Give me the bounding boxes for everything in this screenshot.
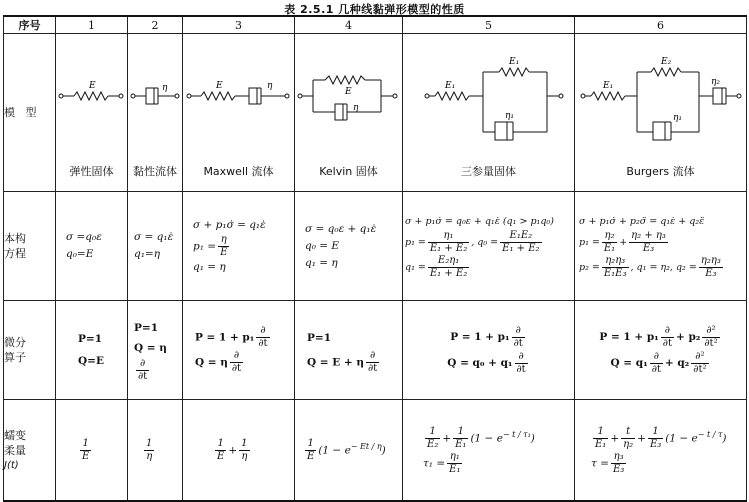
equation-line: q₁ = η — [193, 260, 226, 273]
fraction — [453, 426, 468, 451]
fraction — [512, 325, 525, 350]
equation-cell-1 — [56, 192, 128, 301]
spring-icon — [74, 92, 108, 100]
dashpot-icon-2 — [653, 122, 665, 140]
eq-lhs: Q = η — [134, 341, 167, 354]
frac-num: ∂² — [691, 351, 708, 364]
table-caption: 表 2.5.1 几种线黏弹形模型的性质 — [284, 3, 465, 16]
plus-sign: + — [228, 444, 238, 456]
eq-close: ) — [530, 432, 535, 445]
spring-label-2: E₂ — [661, 57, 672, 67]
exponent: − Et / η — [350, 441, 382, 451]
fraction — [230, 350, 243, 375]
eq-lhs: q₁ = — [405, 261, 426, 273]
fraction — [305, 438, 316, 463]
equation-line — [423, 451, 574, 476]
operator-P — [575, 324, 746, 350]
row-label-operator-1: 微分 — [4, 336, 26, 349]
equation-line — [423, 424, 574, 451]
model-name-4: Kelvin 固体 — [319, 165, 378, 178]
creep-cell-4 — [295, 400, 403, 502]
operator-P: P=1 — [134, 321, 158, 334]
equation-line: σ + p₁σ̇ = q₁ε̇ — [193, 218, 266, 231]
exponent: − t / τ₁ — [502, 430, 531, 439]
equation-line — [405, 230, 574, 255]
row-label-creep-2: 柔量 — [4, 443, 26, 457]
equation-line: q₁ = η — [305, 256, 338, 269]
equation-cell-6 — [575, 192, 747, 301]
operator-P — [195, 325, 294, 350]
frac-den: E — [217, 450, 225, 462]
frac-num: 1 — [241, 437, 248, 449]
fraction — [256, 325, 269, 350]
row-label-operator-2: 算子 — [4, 351, 26, 364]
dashpot-label-2: η₁ — [673, 113, 682, 123]
dashpot-label: η₁ — [505, 111, 514, 121]
frac-den: E₁ + E₂ — [429, 267, 468, 279]
row-label-model-1: 模 — [4, 106, 15, 119]
equation-cell-3 — [183, 192, 295, 301]
frac-num: 1 — [146, 437, 153, 449]
equation-line: σ =q₀ε — [66, 231, 102, 243]
spring-label: E — [345, 87, 352, 97]
viscoelastic-models-table — [3, 15, 747, 502]
fraction — [218, 234, 229, 259]
operator-cell-6 — [575, 301, 747, 400]
frac-den: E₃ — [649, 439, 662, 450]
row-label-creep — [4, 400, 56, 502]
spring-icon — [435, 92, 469, 100]
equation-line — [579, 230, 746, 255]
fraction — [425, 426, 440, 451]
plus-sign: + — [442, 432, 452, 445]
frac-den: ∂t² — [693, 363, 707, 375]
frac-den: E₂ — [427, 439, 439, 450]
eq-lhs: Q = η — [195, 356, 228, 369]
dashpot-icon — [249, 88, 257, 104]
frac-num: ∂ — [650, 351, 663, 364]
dashpot-label: η — [162, 83, 168, 93]
row-label-model — [4, 34, 56, 192]
frac-num: E₁E₂ — [500, 230, 541, 243]
header-serial: 序号 — [4, 16, 56, 34]
frac-num: 1 — [648, 426, 663, 439]
spring-icon-2 — [499, 68, 529, 76]
equation-cell-2 — [128, 192, 183, 301]
operator-cell-3 — [183, 301, 295, 400]
eq-lhs: τ = — [591, 457, 609, 470]
header-col-3: 3 — [183, 16, 295, 34]
fraction — [691, 351, 708, 376]
eq-close: ) — [722, 432, 727, 445]
frac-den: E₁ + E₂ — [502, 242, 540, 254]
row-label-creep-3: J(t) — [4, 459, 19, 471]
model-name-6: Burgers 流体 — [626, 165, 695, 178]
frac-den: E₁ — [455, 439, 467, 450]
eq-lhs: P = 1 + p₁ — [599, 331, 659, 343]
fraction — [611, 451, 626, 476]
spring-label-1: E₁ — [603, 81, 614, 91]
plus-sign: + — [619, 236, 628, 248]
model-name-3: Maxwell 流体 — [203, 165, 274, 178]
plus-sign: + — [610, 432, 620, 445]
frac-num: η₂η₃ — [602, 255, 629, 268]
eq-close: ) — [381, 444, 386, 456]
fraction — [515, 351, 528, 376]
operator-Q — [307, 350, 402, 375]
fraction — [366, 350, 379, 375]
eq-lhs: p₂ = — [579, 261, 600, 273]
row-label-equation — [4, 192, 56, 301]
frac-den: η — [146, 450, 153, 462]
frac-den: ∂t — [651, 363, 661, 375]
frac-den: η — [241, 450, 248, 462]
frac-num: η₂ + η₃ — [631, 229, 666, 241]
equation-line — [591, 451, 746, 476]
operator-cell-4 — [295, 301, 403, 400]
frac-den: E₁ — [449, 464, 461, 475]
fraction — [447, 451, 462, 476]
model-cell-6 — [575, 34, 747, 192]
row-label-model-2: 型 — [25, 106, 37, 119]
frac-den: ∂t — [258, 338, 268, 349]
frac-num: E₂η₁ — [428, 255, 469, 268]
eq-lhs: P = 1 + p₁ — [450, 331, 510, 343]
equation-line: σ = q₁ε̇ — [134, 231, 174, 243]
fraction — [702, 325, 719, 350]
frac-num: η₃ — [611, 451, 626, 464]
frac-num: 1 — [80, 438, 91, 451]
frac-den: ∂t² — [704, 337, 718, 349]
operator-Q — [134, 338, 182, 383]
fraction — [699, 255, 723, 280]
frac-num: 1 — [305, 438, 316, 451]
eq-lhs: P = 1 + p₁ — [195, 331, 255, 344]
eq-lhs: , q₀ = — [471, 236, 499, 248]
frac-num: η — [218, 234, 229, 247]
equation-line — [591, 424, 746, 451]
operator-cell-1 — [56, 301, 128, 400]
dashpot-icon — [146, 88, 154, 104]
equation-line: σ + p₁σ̇ + p₂σ̈ = q₁ε̇ + q₂ε̈ — [579, 215, 705, 227]
frac-den: E₃ — [642, 242, 655, 254]
fraction — [661, 325, 674, 350]
equation-cell-5 — [403, 192, 575, 301]
dashpot-icon — [713, 88, 722, 104]
header-col-4: 4 — [295, 16, 403, 34]
frac-num: ∂² — [702, 325, 719, 338]
operator-cell-5 — [403, 301, 575, 400]
fraction — [428, 255, 469, 280]
model-cell-4 — [295, 34, 403, 192]
spring-label-2: E₁ — [509, 57, 520, 67]
frac-num: ∂ — [230, 350, 243, 363]
creep-cell-5 — [403, 400, 575, 502]
frac-den: E₃ — [612, 464, 625, 475]
operator-Q — [575, 350, 746, 376]
equation-line: q₁=η — [134, 248, 161, 260]
equation-line: σ + p₁σ̇ = q₀ε + q₁ε̇ (q₁ > p₁q₀) — [405, 215, 554, 227]
row-label-creep-1: 蠕变 — [4, 428, 26, 442]
frac-den: E₁ — [603, 242, 616, 254]
eq-lhs: Q = q₀ + q₁ — [447, 357, 513, 369]
eq-mid: + q₂ — [664, 357, 690, 369]
frac-den: ∂t — [368, 362, 378, 374]
eq-mid: , q₁ = η₂, q₂ = — [630, 261, 697, 273]
frac-num: η₁ — [428, 230, 469, 243]
equation-line — [193, 234, 294, 259]
creep-cell-6 — [575, 400, 747, 502]
frac-den: E₁ + E₂ — [429, 242, 468, 254]
header-col-6: 6 — [575, 16, 747, 34]
model-cell-2 — [128, 34, 183, 192]
model-cell-1 — [56, 34, 128, 192]
frac-num: 1 — [425, 426, 440, 439]
operator-P: P=1 — [307, 331, 331, 344]
frac-den: ∂t — [231, 363, 242, 374]
frac-den: E₃ — [705, 267, 717, 279]
fraction — [621, 426, 635, 451]
frac-den: η₂ — [623, 439, 634, 450]
header-col-2: 2 — [128, 16, 183, 34]
plus-sign: + — [637, 432, 646, 445]
frac-num: η₂η₃ — [700, 254, 721, 266]
model-name-1: 弹性固体 — [69, 165, 114, 178]
eq-mid: + p₂ — [675, 331, 701, 343]
row-label-operator — [4, 301, 56, 400]
frac-num: t — [621, 426, 635, 439]
eq-tail: (1 − e — [470, 432, 503, 445]
dashpot-label: η — [353, 103, 359, 113]
frac-num: ∂ — [515, 351, 528, 364]
frac-den: E — [307, 450, 315, 462]
frac-num: 1 — [453, 426, 468, 439]
dashpot-label: η — [267, 81, 273, 91]
spring-icon — [325, 76, 365, 84]
equation-cell-4 — [295, 192, 403, 301]
frac-den: E — [220, 246, 228, 258]
model-name-2: 黏性流体 — [133, 165, 177, 178]
operator-Q — [403, 350, 574, 376]
frac-den: ∂t — [662, 337, 672, 349]
fraction — [80, 438, 91, 463]
fraction — [239, 438, 249, 463]
fraction — [144, 438, 154, 463]
fraction — [593, 426, 608, 451]
eq-tail: (1 − e — [665, 432, 698, 445]
model-cell-5 — [403, 34, 575, 192]
frac-num: ∂ — [136, 358, 149, 371]
fraction — [428, 230, 469, 255]
fraction — [629, 230, 668, 255]
spring-label-1: E₁ — [445, 81, 456, 91]
frac-den: ∂t — [138, 370, 148, 382]
frac-den: ∂t — [516, 363, 526, 375]
eq-lhs: τ₁ = — [423, 457, 446, 470]
frac-den: E₁E₃ — [603, 267, 627, 279]
frac-num: 1 — [215, 438, 226, 451]
dashpot-label-1: η₂ — [711, 77, 720, 87]
frac-num: ∂ — [512, 325, 525, 338]
fraction — [500, 230, 541, 255]
frac-num: η₂ — [602, 230, 617, 243]
spring-icon-2 — [651, 68, 681, 76]
operator-P — [403, 324, 574, 350]
model-name-5: 三参量固体 — [461, 165, 516, 178]
frac-num: ∂ — [661, 325, 674, 338]
header-col-1: 1 — [56, 16, 128, 34]
spring-label: E — [216, 81, 223, 91]
operator-cell-2 — [128, 301, 183, 400]
eq-lhs: Q = E + η — [307, 356, 365, 368]
frac-num: 1 — [593, 426, 608, 439]
equation-line: q₀=E — [66, 248, 94, 260]
frac-den: ∂t — [513, 337, 523, 349]
equation-line — [579, 255, 746, 280]
dashpot-icon — [495, 122, 507, 140]
creep-cell-3 — [183, 400, 295, 502]
model-cell-3 — [183, 34, 295, 192]
frac-den: E₁ — [595, 439, 607, 450]
spring-icon — [591, 92, 625, 100]
row-label-equation-1: 本构 — [4, 232, 26, 245]
frac-num: ∂ — [256, 325, 269, 338]
fraction — [215, 438, 226, 463]
fraction — [648, 426, 663, 451]
header-col-5: 5 — [403, 16, 575, 34]
spring-icon — [201, 92, 235, 100]
eq-tail: (1 − e — [318, 444, 351, 456]
exponent: − t / τ — [697, 430, 723, 439]
eq-lhs: p₁ = — [405, 236, 426, 248]
creep-cell-1 — [56, 400, 128, 502]
eq-lhs: p₁ = — [579, 236, 600, 248]
creep-cell-2 — [128, 400, 183, 502]
frac-den: E — [82, 450, 90, 462]
fraction — [650, 351, 663, 376]
row-label-equation-2: 方程 — [4, 247, 26, 260]
fraction — [136, 358, 149, 383]
eq-lhs: p₁ = — [193, 240, 217, 252]
operator-Q — [195, 350, 294, 375]
equation-line — [405, 255, 574, 280]
eq-lhs: Q = q₁ — [610, 357, 648, 369]
frac-num: η₁ — [447, 451, 462, 464]
equation-line: σ = q₀ε + q₁ε̇ — [305, 222, 377, 235]
fraction — [602, 255, 629, 280]
operator-Q: Q=E — [78, 355, 104, 367]
equation-line: q₀ = E — [305, 239, 340, 252]
dashpot-icon — [335, 104, 343, 120]
frac-num: ∂ — [366, 350, 379, 363]
spring-label: E — [89, 81, 96, 91]
fraction — [602, 230, 617, 255]
operator-P: P=1 — [78, 333, 102, 345]
